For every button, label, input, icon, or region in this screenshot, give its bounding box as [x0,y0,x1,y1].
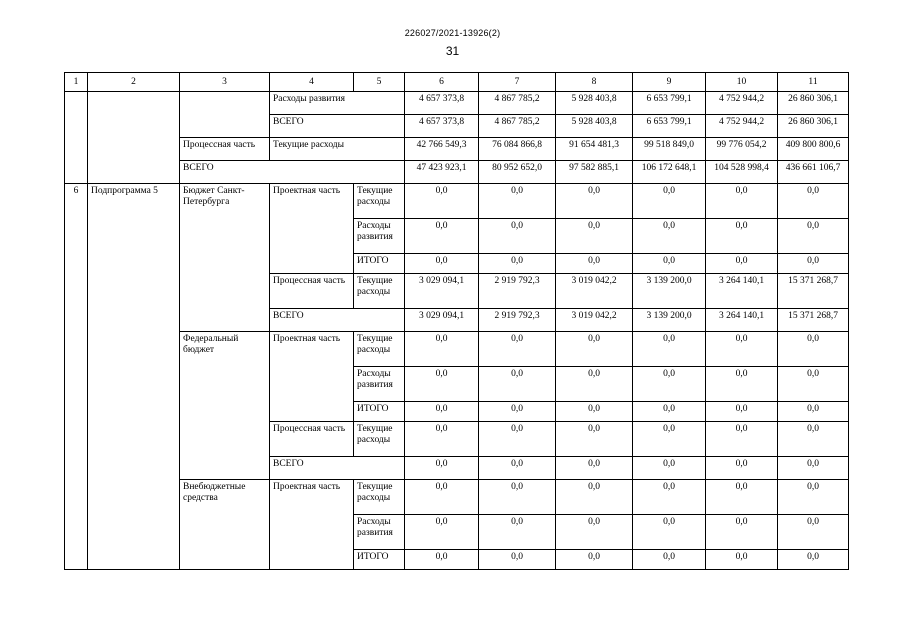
row-label: Расходы развития [354,367,405,402]
value-cell: 0,0 [633,480,706,515]
value-cell: 0,0 [778,422,849,457]
value-cell: 0,0 [633,402,706,422]
part-label: Проектная часть [270,480,354,570]
part-label: Процессная часть [180,138,270,161]
value-cell: 2 919 792,3 [479,309,556,332]
value-cell: 5 928 403,8 [556,115,633,138]
value-cell: 0,0 [778,332,849,367]
table-row [65,332,849,367]
table-row [65,161,849,184]
row-label: ВСЕГО [270,115,405,138]
row-label: ИТОГО [354,402,405,422]
value-cell: 3 139 200,0 [633,309,706,332]
value-cell: 0,0 [706,219,778,254]
value-cell: 26 860 306,1 [778,115,849,138]
value-cell: 0,0 [706,515,778,550]
part-label: Процессная часть [270,422,354,457]
value-cell: 0,0 [778,457,849,480]
value-cell: 0,0 [556,254,633,274]
value-cell: 15 371 268,7 [778,309,849,332]
value-cell: 97 582 885,1 [556,161,633,184]
table-row [65,480,849,515]
value-cell: 0,0 [556,367,633,402]
value-cell: 0,0 [706,457,778,480]
value-cell: 0,0 [405,254,479,274]
part-label: Проектная часть [270,332,354,422]
value-cell: 0,0 [479,550,556,570]
value-cell: 0,0 [633,219,706,254]
value-cell: 0,0 [479,457,556,480]
funding-source: Внебюджетные средства [180,480,270,570]
funding-source: Бюджет Санкт-Петербурга [180,184,270,332]
value-cell: 0,0 [556,332,633,367]
budget-table [64,72,849,570]
value-cell: 0,0 [479,480,556,515]
value-cell: 0,0 [556,550,633,570]
column-header: 11 [778,73,849,92]
value-cell: 0,0 [633,550,706,570]
value-cell: 4 867 785,2 [479,115,556,138]
value-cell: 0,0 [556,402,633,422]
value-cell: 0,0 [633,184,706,219]
value-cell: 0,0 [405,480,479,515]
value-cell: 0,0 [706,367,778,402]
value-cell: 0,0 [479,332,556,367]
value-cell: 4 657 373,8 [405,115,479,138]
row-number: 6 [65,184,88,570]
value-cell: 0,0 [556,480,633,515]
row-label: Текущие расходы [354,184,405,219]
value-cell: 0,0 [479,184,556,219]
value-cell: 0,0 [706,254,778,274]
column-header: 4 [270,73,354,92]
value-cell: 409 800 800,6 [778,138,849,161]
value-cell: 15 371 268,7 [778,274,849,309]
value-cell: 0,0 [405,457,479,480]
part-label: Проектная часть [270,184,354,274]
value-cell: 6 653 799,1 [633,92,706,115]
column-header: 1 [65,73,88,92]
page-number: 31 [445,44,460,58]
value-cell: 0,0 [778,550,849,570]
part-label: Процессная часть [270,274,354,309]
value-cell: 0,0 [405,422,479,457]
row-label: Текущие расходы [354,480,405,515]
value-cell: 0,0 [556,457,633,480]
funding-source: Федеральный бюджет [180,332,270,480]
row-label: ИТОГО [354,254,405,274]
row-label: Расходы развития [270,92,405,115]
row-label: Текущие расходы [270,138,405,161]
value-cell: 80 952 652,0 [479,161,556,184]
column-header: 10 [706,73,778,92]
value-cell: 0,0 [479,254,556,274]
value-cell: 3 139 200,0 [633,274,706,309]
total-label: ВСЕГО [270,309,405,332]
value-cell: 0,0 [778,515,849,550]
document-id: 226027/2021-13926(2) [404,28,501,38]
value-cell: 0,0 [405,219,479,254]
value-cell: 0,0 [778,402,849,422]
value-cell: 0,0 [633,457,706,480]
column-header: 7 [479,73,556,92]
value-cell: 0,0 [405,332,479,367]
value-cell: 26 860 306,1 [778,92,849,115]
value-cell: 0,0 [556,515,633,550]
value-cell: 3 029 094,1 [405,274,479,309]
value-cell: 0,0 [778,254,849,274]
value-cell: 3 264 140,1 [706,274,778,309]
row-label: Расходы развития [354,219,405,254]
total-label: ВСЕГО [180,161,405,184]
value-cell: 0,0 [633,254,706,274]
value-cell: 76 084 866,8 [479,138,556,161]
table-row [65,92,849,115]
column-header: 6 [405,73,479,92]
value-cell: 0,0 [556,219,633,254]
value-cell: 0,0 [479,515,556,550]
empty-cell [180,92,270,138]
value-cell: 5 928 403,8 [556,92,633,115]
row-label: Текущие расходы [354,332,405,367]
empty-cell [88,92,180,184]
value-cell: 0,0 [706,422,778,457]
value-cell: 0,0 [556,184,633,219]
value-cell: 42 766 549,3 [405,138,479,161]
value-cell: 0,0 [405,367,479,402]
value-cell: 0,0 [706,402,778,422]
subprogram-name: Подпрограмма 5 [88,184,180,570]
value-cell: 47 423 923,1 [405,161,479,184]
value-cell: 99 518 849,0 [633,138,706,161]
value-cell: 436 661 106,7 [778,161,849,184]
value-cell: 0,0 [405,550,479,570]
column-header: 2 [88,73,180,92]
value-cell: 0,0 [633,367,706,402]
value-cell: 0,0 [706,480,778,515]
value-cell: 0,0 [405,515,479,550]
value-cell: 0,0 [706,550,778,570]
value-cell: 3 019 042,2 [556,309,633,332]
table-row [65,138,849,161]
value-cell: 3 019 042,2 [556,274,633,309]
row-label: Текущие расходы [354,274,405,309]
value-cell: 4 867 785,2 [479,92,556,115]
column-header: 3 [180,73,270,92]
column-header: 9 [633,73,706,92]
value-cell: 3 029 094,1 [405,309,479,332]
value-cell: 2 919 792,3 [479,274,556,309]
row-label: ИТОГО [354,550,405,570]
table-row [65,184,849,219]
value-cell: 0,0 [633,515,706,550]
value-cell: 6 653 799,1 [633,115,706,138]
value-cell: 0,0 [633,422,706,457]
row-label: Расходы развития [354,515,405,550]
total-label: ВСЕГО [270,457,405,480]
value-cell: 0,0 [556,422,633,457]
value-cell: 104 528 998,4 [706,161,778,184]
value-cell: 0,0 [778,219,849,254]
value-cell: 99 776 054,2 [706,138,778,161]
value-cell: 0,0 [479,402,556,422]
value-cell: 106 172 648,1 [633,161,706,184]
row-label: Текущие расходы [354,422,405,457]
value-cell: 0,0 [706,332,778,367]
value-cell: 0,0 [405,184,479,219]
value-cell: 0,0 [706,184,778,219]
value-cell: 3 264 140,1 [706,309,778,332]
value-cell: 91 654 481,3 [556,138,633,161]
value-cell: 0,0 [778,480,849,515]
table-row [65,73,849,92]
value-cell: 0,0 [633,332,706,367]
value-cell: 0,0 [479,422,556,457]
column-header: 5 [354,73,405,92]
value-cell: 0,0 [778,184,849,219]
value-cell: 0,0 [405,402,479,422]
value-cell: 4 657 373,8 [405,92,479,115]
value-cell: 0,0 [778,367,849,402]
value-cell: 0,0 [479,367,556,402]
value-cell: 4 752 944,2 [706,115,778,138]
column-header: 8 [556,73,633,92]
value-cell: 0,0 [479,219,556,254]
empty-cell [65,92,88,184]
value-cell: 4 752 944,2 [706,92,778,115]
